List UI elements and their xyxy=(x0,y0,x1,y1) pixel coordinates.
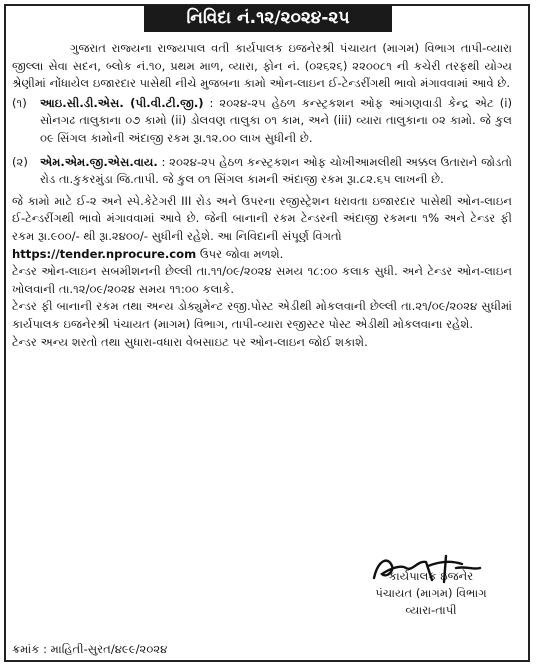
notice-body xyxy=(12,40,512,351)
eligibility-paragraph xyxy=(12,193,512,263)
work-item-1 xyxy=(12,95,512,148)
title-bar xyxy=(0,5,536,32)
reference-number: ક્રમાંક : માહિતી-સુરત/૪૯૯/૨૦૨૪ xyxy=(12,642,168,656)
schedule-paragraph-2: ટેન્ડર ફી બાનાની રકમ તથા અન્ય ડોક્યુમેન્ટ રજી.પોસ્ટ એડીથી મોકલવાની છેલ્લી તા.૨૧/૦૯/૨૦૨૪ સુધીમાં કાર્યપાલક ઇજનેરશ્રી પંચાયત (માગમ) વિભાગ, તાપી-વ્યારા રજીસ્ટર પોસ્ટ એડીથી મોકલવાના રહેશે. xyxy=(12,299,512,331)
work-item-2 xyxy=(12,154,512,189)
signatory-block xyxy=(346,568,516,619)
signatory-location: વ્યારા-તાપી xyxy=(405,603,457,617)
item-text xyxy=(40,154,512,189)
schedule-paragraph-3: ટેન્ડર અન્ય શરતો તથા સુધારા-વધારા વેબસાઇટ પર ઓન-લાઇન જોઈ શકાશે. xyxy=(12,334,368,349)
schedule-paragraph-1: ટેન્ડર ઓન-લાઇન સબમીશનની છેલ્લી તા.૧૧/૦૯/૨૦૨૪ સમય ૧૮:૦૦ કલાક સુધી. અને ટેન્ડર ઓન-લાઇન ખોલવાની તા.૧૨/૦૯/૨૦૨૪ સમય ૧૧:૦૦ કલાકે. xyxy=(12,264,512,296)
intro-paragraph: ગુજરાત રાજ્યના રાજ્યપાલ વતી કાર્યપાલક ઇજનેરશ્રી પંચાયત (માગમ) વિભાગ તાપી-વ્યારા જીલ્લા સેવા સદન, બ્લોક નં.૧૦, પ્રથમ માળ, વ્યારા, ફોન નં. (૦૨૬૨૬) ૨૨૦૦૮૧ ની કચેરી તરફથી યોગ્ય શ્રેણીમાં નોંધાયેલ ઇજારદાર પાસેથી નીચે મુજબના કામો ઓન-લાઇન ઈ-ટેન્ડરીંગથી ભાવો મંગાવવામાં આવે છે. xyxy=(12,41,512,91)
signatory-title: કાર્યપાલક ઇજનેર xyxy=(388,569,474,583)
item-number: (૨) xyxy=(12,154,28,169)
url-suffix: ઉપર જોવા મળશે. xyxy=(196,246,284,261)
eligibility-text: જે કામો માટે ઈ-૨ અને સ્પે.કેટેગરી III રોડ અને ઉપરના રજીસ્ટ્રેશન ધરાવતા ઇજારદાર પાસેથી ઓન-લાઇન ઈ-ટેન્ડરીંગથી ભાવો મંગાવવામાં આવે છે. જેની બાનાની રકમ ટેન્ડરની અંદાજી રકમના ૧% અને ટેન્ડર ફી રકમ રૂા.૯૦૦/- થી રૂા.૨૪૦૦/- સુધીની રહેશે. આ નિવિદાની સંપૂર્ણ વિગતો xyxy=(12,193,512,243)
item-description: : ૨૦૨૪-૨૫ હેઠળ કન્સ્ટ્રકશન ઓફ ચોખીઆમલીથી અક્કલ ઉતારાને જોડતો રોડ તા.કુકરમુંડા જિ.તાપી. જે કુલ ૦૧ સિંગલ કામની અંદાજી રકમ રૂા.૮૨.૬૫ લાખની છે. xyxy=(40,154,512,187)
item-heading: આઇ.સી.ડી.એસ. (પી.વી.ટી.જી.) xyxy=(40,95,204,110)
notice-title: નિવિદા નં.૧૨/૨૦૨૪-૨૫ xyxy=(144,5,391,32)
tender-website-link[interactable]: https://tender.nprocure.com xyxy=(12,246,197,261)
item-number: (૧) xyxy=(12,95,27,110)
signatory-department: પંચાયત (માગમ) વિભાગ xyxy=(375,586,487,600)
item-heading: એમ.એમ.જી.એસ.વાય. xyxy=(40,154,158,169)
item-description: : ૨૦૨૪-૨૫ હેઠળ કન્સ્ટ્રકશન ઓફ આંગણવાડી કેન્દ્ર એટ (i) સોનગઢ તાલુકાના ૦૭ કામો (ii) ડોલવણ તાલુકા ૦૧ કામ, અને (iii) વ્યારા તાલુકાના ૦૨ કામો. જે કુલ ૦૯ સિંગલ કામોની અંદાજી રકમ રૂા.૧૨.૦૦ લાખ સુધીની છે. xyxy=(40,95,512,145)
item-text xyxy=(40,95,512,148)
